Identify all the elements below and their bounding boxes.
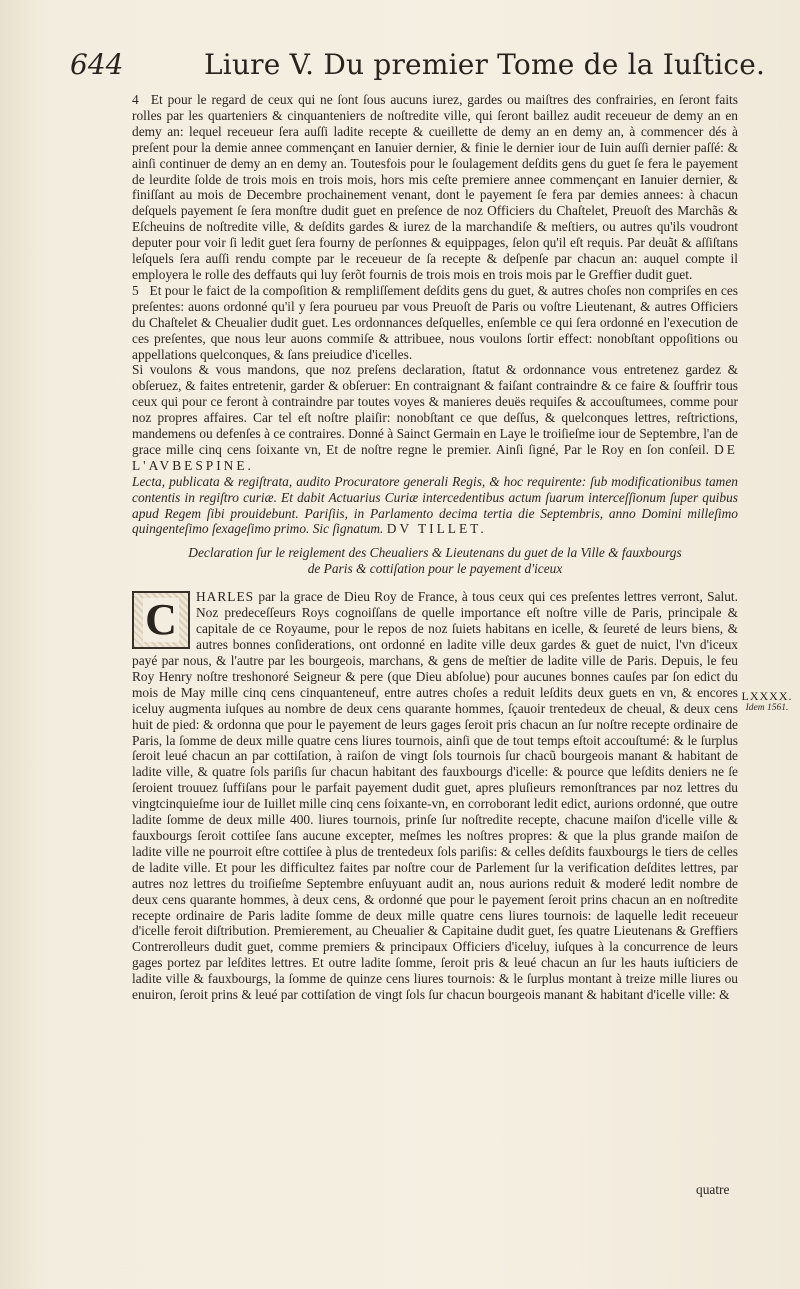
page-header [70,48,766,88]
running-head: Liure V. Du premier Tome de la Iuſtice. [204,48,766,81]
paragraph-5 [132,283,738,363]
opening-word: HARLES [196,589,255,605]
declaration-body [132,589,738,1003]
registration-note [132,474,738,538]
paragraph-number: 5 [132,282,139,298]
paragraph-text: Et pour le faict de la compoſition & rempliſſement deſdits gens du guet, & autres choſes non compriſes en ces preſentes: auons ordonné qu'il y ſera pourueu par vous Preuoſt de Paris ou voſtre Lieutenant, & autres Officiers du Chaſtelet & Cheualier dudit guet. Les ordonnances deſquelles, enſemble ce qui ſera ordonné en l'execution de ces preſentes, que nous leur auons commiſe & attribuee, nous voulons ſortir effect: nonobſtant oppoſitions ou appellations quelconques, & ſans preiudice d'icelles. [132,282,738,362]
drop-cap: C [132,591,190,649]
registrar-signature: DV TILLET. [386,521,487,537]
section-heading-line: Declaration ſur le reiglement des Cheualiers & Lieutenans du guet de la Ville & fauxbourgs [188,545,682,561]
page-number: 644 [70,48,124,81]
section-heading-line: de Paris & cottiſation pour le payement d'iceux [307,561,563,577]
margin-note-label: LXXXX. [741,689,793,703]
paragraph-number: 4 [132,92,139,107]
paragraph-mandate [132,362,738,473]
paragraph-text: Et pour le regard de ceux qui ne ſont ſous aucuns iurez, gardes ou maiſtres des confrairies, en ſeront faits rolles par les quarteniers & cinquanteniers de noſtredite ville, qui ſeront baillez audit receueur de demy an en demy an: lequel receueur ſera auſſi ladite recepte & cueillette de demy an en demy an, à commencer dés à preſent pour la demie annee commençant en Ianuier dernier, & finie le dernier iour de Iuin auſſi dernier paſſé: & ainſi continuer de demy an en demy an. Toutesfois pour le ſoulagement deſdits gens du guet ſe fera le payement de leurdite ſolde de trois mois en trois mois, hors mis ceſte premiere annee commençant en Ianuier dernier, & finiſſant au mois de Decembre prochainement venant, dont le payement ſe fera par demies annees: à chacun deſquels payement ſe ſera monſtre dudit guet en preſence de noz Officiers du Chaſtelet, Preuoſt des Marchãs & Eſcheuins de noſtredite ville, & deſdits gardes & iurez de la marchandiſe & meſtiers, ou autres qu'ils voudront deputer pour voir ſi ledit guet ſera fourny de perſonnes & equippages, ſelon qu'il eſt requis. Par deuãt & aſſiſtans leſquels ſera auſſi rendu compte par le receueur de ſa recepte & deſpenſe par chacun an: auquel compte il employera le rolle des deffauts qui luy ſerõt fournis de trois mois en trois mois par le Greffier dudit guet. [132,92,738,282]
declaration-text: par la grace de Dieu Roy de France, à tous ceux qui ces preſentes lettres verront, Salut. Noz predeceſſeurs Roys cognoiſſans de quelle importance eſt noſtre ville de Paris, principale & capitale de ce Royaume, pour le repos de noz ſuiets habitans en icelle, & ſeureté de leurs biens, & autres bonnes conſiderations, ont ordonné en ladite ville deux gardes & guet de nuict, l'vn d'iceux payé par nous, & l'autre par les bourgeois, marchans, & gens de meſtier de ladite ville de Paris. Depuis, le feu Roy Henry noſtre treshonoré Seigneur & pere (que Dieu abſolue) pour aucunes bonnes cauſes par ſon edict du mois de May mille cinq cens cinquanteneuf, entre autres choſes a reduit leſdits deux guets en vn, & encores iceluy augmenta iuſques au nombre de deux cens quarante hommes, ſçauoir trentedeux de cheual, & deux cens huit de pied: & ordonna que pour le payement de leurs gages ſeroit pris chacun an ſur noſtre recepte ordinaire de Paris, la ſomme de deux mille quatre cens liures tournois, ainſi que de tout temps eſtoit accouſtumé: & le ſurplus ſeroit leué chacun an par cottiſation, à raiſon de vingt ſols tournois ſur chacũ bourgeois manant & habitant de ladite ville, & quatre ſols pariſis ſur chacun habitant des fauxbourgs d'icelle: & pource que leſdits deniers ne ſe ſeroient trouuez ſuffiſans pour le parfait payement dudit guet, apres pluſieurs remonſtrances par noz lettres du vingtcinquieſme iour de Iuillet mille cinq cens ſoixante-vn, en corroborant ledit edict, aurions ordonné, que outre ladite ſomme de deux mille 400. liures tournois, prinſe ſur noſtredite recepte, chacune maiſon d'icelle ville & fauxbourgs ſeroit cottiſee ſans aucune excepter, meſmes les noſtres propres: & que la plus grande maiſon de ladite ville ne pourroit eſtre cottiſee à plus de trentedeux ſols pariſis: & celles deſdits fauxbourgs le tiers de celles de ladite ville. Et pour les difficultez faites par noſtre cour de Parlement ſur la verification deſdites lettres, par autres noz lettres du troiſieſme Septembre enſuyuant audit an, nous aurions reduit & moderé ledit nombre de deux cens quarante hommes, à deux cens, & ordonné que pour le payement ſeroit prins chacun an en noſtredite recepte ordinaire de Paris ladite ſomme de deux mille quatre cens liures tournois: de laquelle ledit receueur d'icelle feroit diſtribution. Premierement, au Cheualier & Capitaine dudit guet, ſes quatre Lieutenans & Greffiers Contrerolleurs dudit guet, comme premiers & principaux Officiers d'iceluy, iuſques à la concurrence de leurs gages portez par leſdites lettres. Et outre ladite ſomme, ſeroit pris & leué chacun an ſur les hauts iuſticiers de ladite ville & fauxbourgs, la ſomme de quinze cens liures tournois: & le ſurplus montant à treize mille liures ou enuiron, ſeroit prins & leué par cottiſation de vingt ſols ſur chacun bourgeois manant & habitant d'icelle ville: & [132,589,738,1003]
catchword: quatre [696,1182,730,1197]
paragraph-4 [132,92,738,283]
margin-note-sub: Idem 1561. [745,703,789,713]
signature: DE L'AVBESPINE. [132,441,738,473]
body-text [132,92,738,1003]
paragraph-text: Si voulons & vous mandons, que noz preſens declaration, ſtatut & ordonnance vous entretenez gardez & obſeruez, & faites entretenir, garder & obſeruer: En contraignant & faiſant contraindre & ce faire & ſouffrir tous ceux qui pour ce feront à contraindre par toutes voyes & manieres deuës requiſes & accouſtumees, comme pour noz propres affaires. Car tel eſt noſtre plaiſir: nonobſtant ce que deſſus, & quelconques lettres, reſtrictions, mandemens ou defenſes à ce contraires. Donné à Sainct Germain en Laye le troiſieſme iour de Septembre, l'an de grace mille cinq cens ſoixante vn, Et de noſtre regne le premier. Ainſi ſigné, Par le Roy en ſon conſeil. [132,362,738,457]
registration-text: Lecta, publicata & regiſtrata, audito Procuratore generali Regis, & hoc requirente: ſub modificationibus tamen contentis in regiſtro curiæ. Et dabit Actuarius Curiæ intercedentibus actum ſuarum interceſſionum ſuper quibus apud Regem ſibi prouidebunt. Pariſiis, in Parlamento decima tertia die Septembris, anno Domini milleſimo quingenteſimo ſexageſimo primo. Sic ſignatum. [132,473,738,537]
margin-note [738,690,796,714]
section-heading [132,545,738,577]
